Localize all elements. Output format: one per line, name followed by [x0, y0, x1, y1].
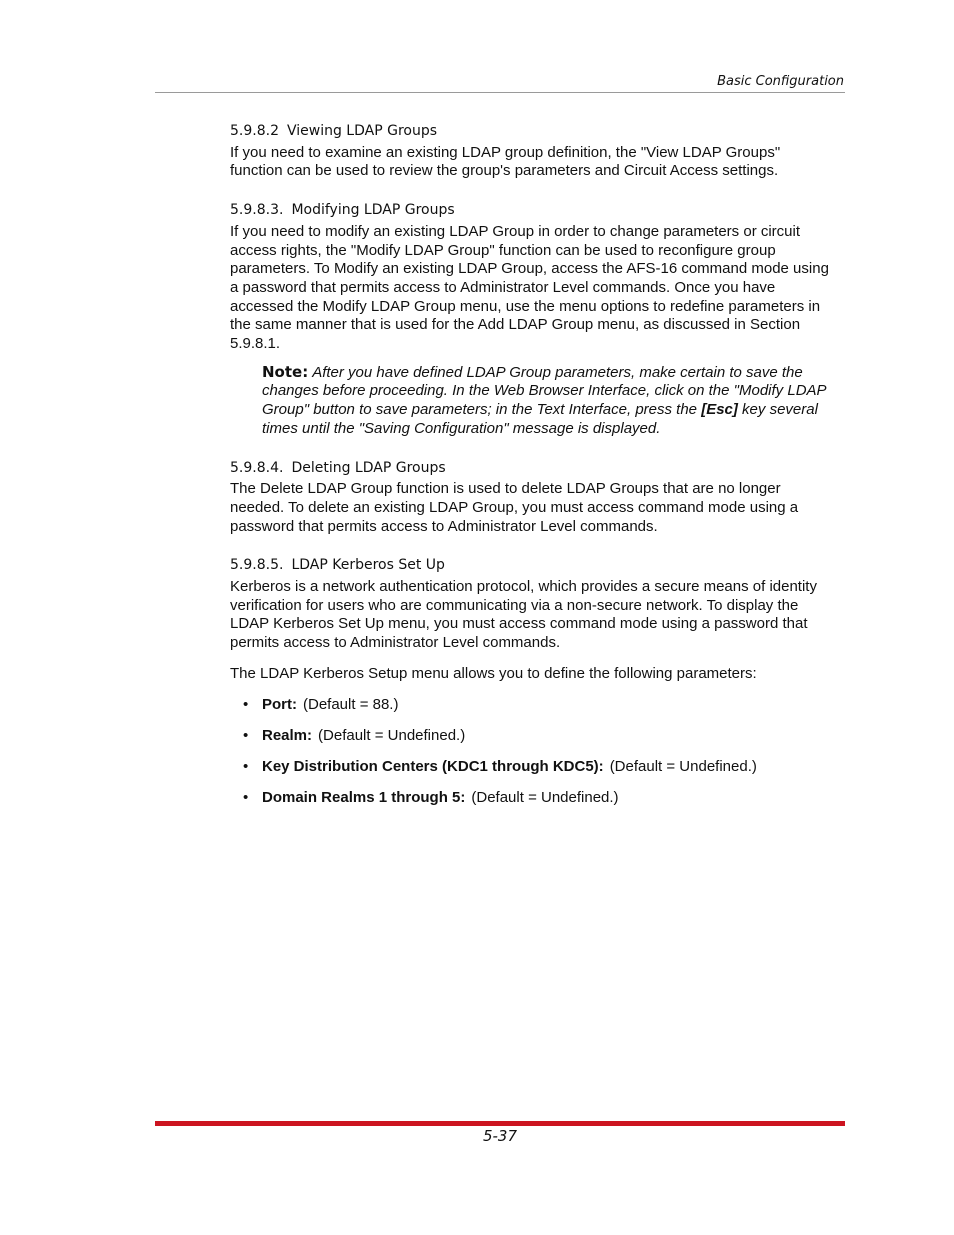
note-text: After you have defined LDAP Group parameters, make certain to save the changes before proceeding. In the Web Browser Interface, click on the	[262, 363, 803, 400]
list-item	[230, 758, 836, 777]
parameter-default: (Default = Undefined.)	[609, 757, 757, 775]
note-quote: "	[303, 401, 310, 419]
section-heading	[230, 459, 836, 478]
parameter-list	[230, 696, 836, 808]
section-title: LDAP Kerberos Set Up	[291, 557, 445, 574]
section-paragraph: Kerberos is a network authentication protocol, which provides a secure means of identity verification for users who are communicating via a non-secure network. To display the LDAP Kerberos Set Up menu, you must access command mode using a password that permits access to Administrator Level commands.	[230, 578, 817, 652]
section-title: Modifying LDAP Groups	[291, 202, 455, 219]
section-heading	[230, 122, 836, 141]
bullet: •	[243, 788, 249, 806]
footer-divider	[155, 1121, 845, 1126]
note-label: Note:	[262, 362, 309, 381]
section-number: 5.9.8.4.	[230, 459, 284, 476]
parameter-default: (Default = Undefined.)	[471, 788, 619, 806]
parameter-name: Realm:	[262, 726, 313, 744]
section-viewing-ldap-groups	[230, 122, 836, 181]
list-item	[230, 789, 836, 808]
section-modifying-ldap-groups	[230, 201, 836, 438]
note-quote: "	[503, 419, 509, 437]
running-header: Basic Configuration	[717, 74, 844, 89]
note-block	[262, 363, 836, 439]
section-number: 5.9.8.2	[230, 123, 279, 139]
bullet: •	[243, 695, 249, 713]
section-number: 5.9.8.3.	[230, 202, 284, 219]
note-quote: "	[733, 382, 739, 400]
parameter-default: (Default = 88.)	[303, 695, 399, 713]
section-heading	[230, 201, 836, 220]
page-number: 5-37	[482, 1127, 518, 1145]
note-text: key several times until the	[262, 401, 818, 437]
page-body	[230, 122, 836, 827]
list-item	[230, 727, 836, 746]
header-divider	[155, 92, 845, 93]
section-deleting-ldap-groups	[230, 459, 836, 537]
bullet: •	[243, 757, 249, 775]
note-text: message is displayed.	[508, 419, 661, 437]
note-message-name: Saving Configuration	[364, 419, 504, 437]
section-ldap-kerberos-set-up	[230, 556, 836, 807]
parameter-default: (Default = Undefined.)	[318, 726, 466, 744]
section-paragraph: The LDAP Kerberos Setup menu allows you to define the following parameters:	[230, 664, 757, 682]
note-button-name: Modify LDAP Group	[262, 382, 826, 419]
section-paragraph: If you need to modify an existing LDAP Group in order to change parameters or circuit access rights, the "Modify LDAP Group" function can be used to reconfigure group parameters. To Modify an existing LDAP Group, access the AFS-16 command mode using a password that permits access to Administrator Level commands. Once you have accessed the Modify LDAP Group menu, use the menu options to redefine parameters in the same manner that is used for the Add LDAP Group menu, as discussed in Section 5.9.8.1.	[230, 222, 829, 353]
section-title: Deleting LDAP Groups	[291, 459, 446, 476]
list-item	[230, 696, 836, 715]
section-paragraph: The Delete LDAP Group function is used to delete LDAP Groups that are no longer needed. To delete an existing LDAP Group, you must access command mode using a password that permits access to Administrator Level commands.	[230, 480, 799, 535]
section-number: 5.9.8.5.	[230, 557, 284, 574]
note-key: [Esc]	[701, 401, 738, 419]
bullet: •	[243, 726, 249, 744]
parameter-name: Port:	[262, 695, 297, 713]
note-quote: "	[358, 419, 365, 437]
section-paragraph: If you need to examine an existing LDAP group definition, the "View LDAP Groups" function can be used to review the group's parameters and Circuit Access settings.	[230, 143, 781, 180]
note-text: button to save parameters; in the Text Interface, press the	[309, 401, 702, 419]
parameter-name: Domain Realms 1 through 5:	[262, 788, 466, 806]
parameter-name: Key Distribution Centers (KDC1 through KDC5):	[262, 757, 604, 775]
section-title: Viewing LDAP Groups	[286, 123, 438, 139]
section-heading	[230, 556, 836, 575]
